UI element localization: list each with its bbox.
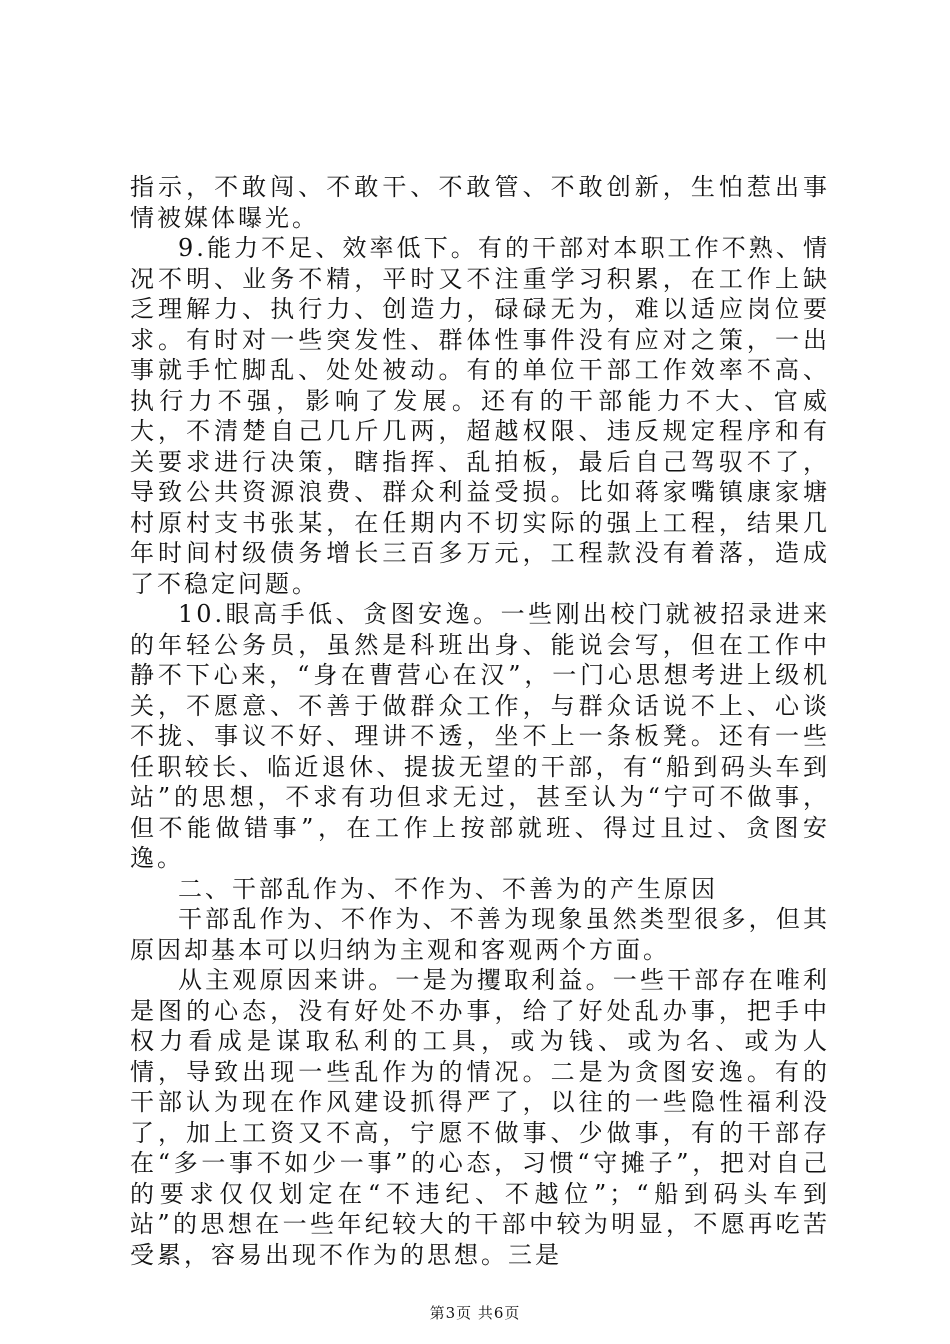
paragraph-continuation: 指示，不敢闯、不敢干、不敢管、不敢创新，生怕惹出事情被媒体曝光。 (130, 173, 830, 232)
paragraph-item-10: 10.眼高手低、贪图安逸。一些刚出校门就被招录进来的年轻公务员，虽然是科班出身、能说会写，但在工作中静不下心来，“身在曹营心在汉”，一门心思想考进上级机关，不愿意、不善于做群众工作，与群众话说不上、心谈不拢、事议不好、理讲不透，坐不上一条板凳。还有一些任职较长、临近退休、提拔无望的干部，有“船到码头车到站”的思想，不求有功但求无过，甚至认为“宁可不做事，但不能做错事”，在工作上按部就班、得过且过、贪图安逸。 (130, 600, 830, 872)
paragraph-subjective-causes: 从主观原因来讲。一是为攫取利益。一些干部存在唯利是图的心态，没有好处不办事，给了好处乱办事，把手中权力看成是谋取私利的工具，或为钱、或为名、或为人情，导致出现一些乱作为的情况。二是为贪图安逸。有的干部认为现在作风建设抓得严了，以往的一些隐性福利没了，加上工资又不高，宁愿不做事、少做事，有的干部存在“多一事不如少一事”的心态，习惯“守摊子”，把对自己的要求仅仅划定在“不违纪、不越位”；“船到码头车到站”的思想在一些年纪较大的干部中较为明显，不愿再吃苦受累，容易出现不作为的思想。三是 (130, 966, 830, 1269)
section-heading: 二、干部乱作为、不作为、不善为的产生原因 (178, 874, 718, 903)
document-body (130, 172, 830, 1270)
paragraph-causes-intro: 干部乱作为、不作为、不善为现象虽然类型很多，但其原因却基本可以归纳为主观和客观两个方面。 (130, 905, 830, 964)
paragraph-item-9: 9.能力不足、效率低下。有的干部对本职工作不熟、情况不明、业务不精，平时又不注重学习积累，在工作上缺乏理解力、执行力、创造力，碌碌无为，难以适应岗位要求。有时对一些突发性、群体性事件没有应对之策，一出事就手忙脚乱、处处被动。有的单位干部工作效率不高、执行力不强，影响了发展。还有的干部能力不大、官威大，不清楚自己几斤几两，超越权限、违反规定程序和有关要求进行决策，瞎指挥、乱拍板，最后自己驾驭不了，导致公共资源浪费、群众利益受损。比如蒋家嘴镇康家塘村原村支书张某，在任期内不切实际的强上工程，结果几年时间村级债务增长三百多万元，工程款没有着落，造成了不稳定问题。 (130, 234, 830, 598)
page-footer: 第3页 共6页 (429, 1304, 521, 1322)
